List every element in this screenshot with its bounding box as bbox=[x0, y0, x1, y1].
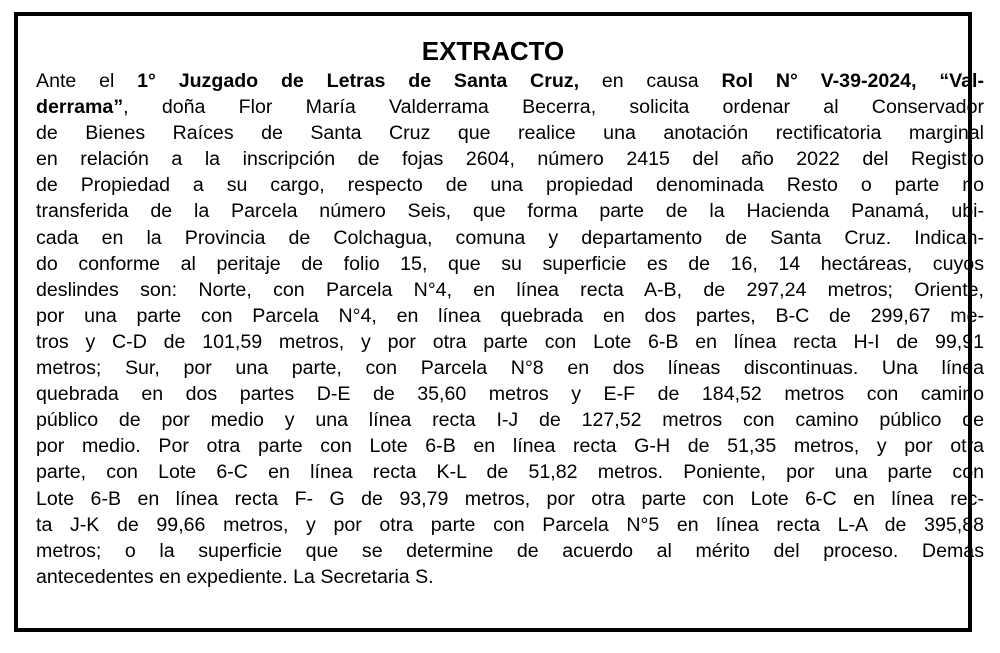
notice-line: Ante el 1° Juzgado de Letras de Santa Cruz, en causa Rol N° V-39-2024, “Val- bbox=[36, 70, 984, 92]
notice-frame bbox=[14, 12, 984, 632]
notice-line: tros y C-D de 101,59 metros, y por otra parte con Lote 6-B en línea recta H-I de 99,91 bbox=[36, 330, 984, 353]
notice-line: por una parte con Parcela N°4, en línea quebrada en dos partes, B-C de 299,67 me- bbox=[36, 304, 984, 327]
case-name-end: derrama” bbox=[36, 96, 124, 119]
notice-line: derrama”, doña Flor María Valderrama Becerra, solicita ordenar al Conservador bbox=[36, 96, 984, 119]
notice-line: ta J-K de 99,66 metros, y por otra parte con Parcela N°5 en línea recta L-A de 395,88 bbox=[36, 513, 984, 536]
notice-line: do conforme al peritaje de folio 15, que su superficie es de 16, 14 hectáreas, cuyos bbox=[36, 252, 984, 275]
notice-line: público de por medio y una línea recta I-J de 127,52 metros con camino público de bbox=[36, 409, 984, 432]
notice-title: EXTRACTO bbox=[421, 36, 565, 66]
notice-line: deslindes son: Norte, con Parcela N°4, en línea recta A-B, de 297,24 metros; Oriente, bbox=[36, 278, 984, 301]
notice-line: parte, con Lote 6-C en línea recta K-L de 51,82 metros. Poniente, por una parte con bbox=[36, 461, 984, 484]
notice-line: por medio. Por otra parte con Lote 6-B en línea recta G-H de 51,35 metros, y por otra bbox=[36, 435, 984, 458]
notice-line: de Bienes Raíces de Santa Cruz que realice una anotación rectificatoria marginal bbox=[36, 122, 984, 145]
notice-line: metros; o la superficie que se determine de acuerdo al mérito del proceso. Demás bbox=[36, 539, 984, 562]
notice-body bbox=[36, 68, 984, 590]
notice-line: cada en la Provincia de Colchagua, comuna y departamento de Santa Cruz. Indican- bbox=[36, 226, 984, 249]
case-reference: Rol N° V-39-2024, “Val- bbox=[721, 70, 984, 92]
court-name: 1° Juzgado de Letras de Santa Cruz, bbox=[137, 70, 580, 92]
notice-line: de Propiedad a su cargo, respecto de una propiedad denominada Resto o parte no bbox=[36, 174, 984, 197]
notice-line: en relación a la inscripción de fojas 2604, número 2415 del año 2022 del Registro bbox=[36, 148, 984, 171]
notice-line: antecedentes en expediente. La Secretaria S. bbox=[36, 565, 434, 588]
notice-line: metros; Sur, por una parte, con Parcela N°8 en dos líneas discontinuas. Una línea bbox=[36, 357, 984, 380]
notice-line: transferida de la Parcela número Seis, que forma parte de la Hacienda Panamá, ubi- bbox=[36, 200, 984, 223]
notice-line: Lote 6-B en línea recta F- G de 93,79 metros, por otra parte con Lote 6-C en línea rec- bbox=[36, 487, 984, 510]
notice-line: quebrada en dos partes D-E de 35,60 metros y E-F de 184,52 metros con camino bbox=[36, 383, 984, 406]
